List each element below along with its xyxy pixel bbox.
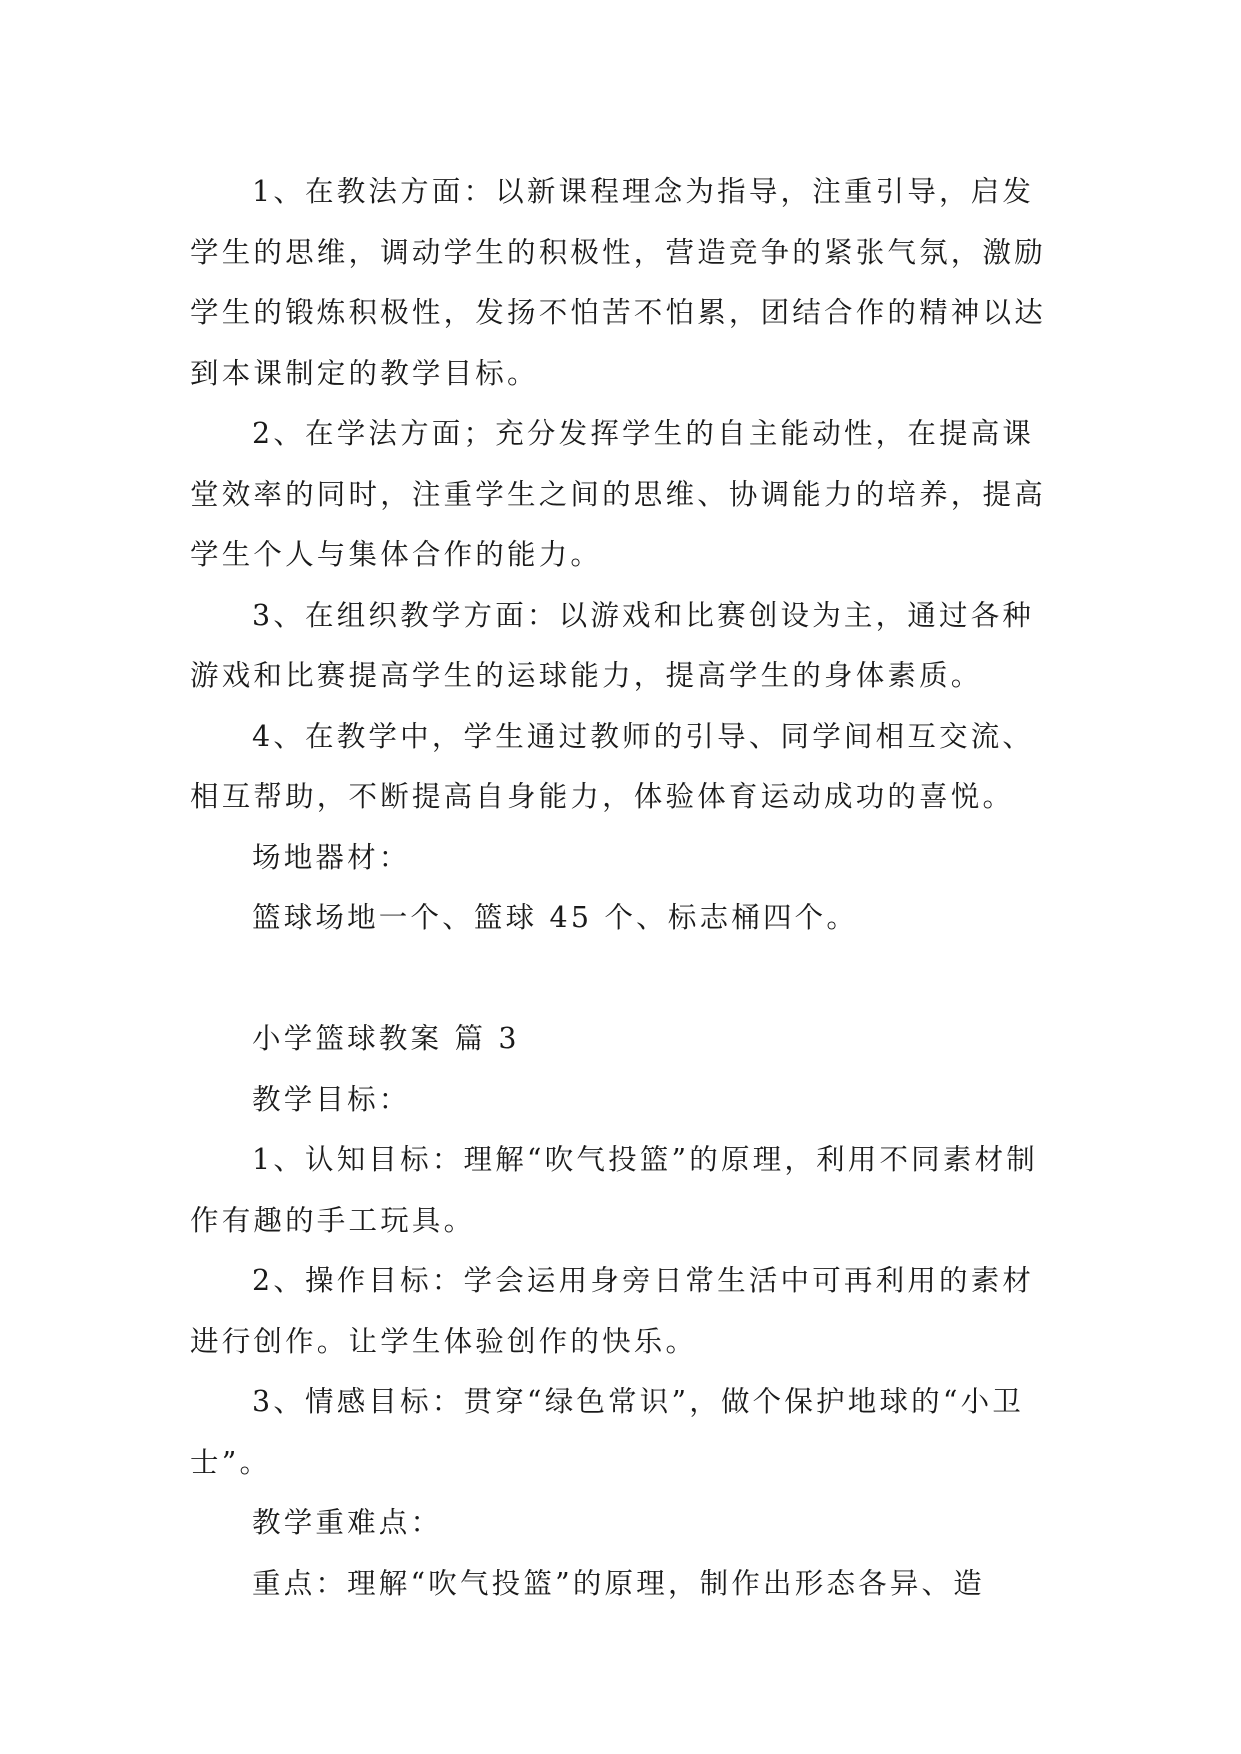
paragraph-in-teaching: 4、在教学中，学生通过教师的引导、同学间相互交流、相互帮助，不断提高自身能力，体验体育运动成功的喜悦。: [190, 719, 1035, 813]
paragraph-emotional-goal: 3、情感目标：贯穿“绿色常识”，做个保护地球的“小卫士”。: [190, 1385, 1025, 1479]
paragraph-teaching-method: 1、在教法方面：以新课程理念为指导，注重引导，启发学生的思维，调动学生的积极性，营造竞争的紧张气氛，激励学生的锻炼积极性，发扬不怕苦不怕累，团结合作的精神以达到本课制定的教学目标。: [190, 175, 1046, 390]
paragraph-goals-heading: 教学目标：: [252, 1082, 411, 1116]
paragraph-organization: 3、在组织教学方面：以游戏和比赛创设为主，通过各种游戏和比赛提高学生的运球能力，提高学生的身体素质。: [190, 598, 1035, 692]
paragraph-cognitive-goal: 1、认知目标：理解“吹气投篮”的原理，利用不同素材制作有趣的手工玩具。: [190, 1143, 1038, 1237]
paragraph-key-difficulties-heading: 教学重难点：: [252, 1506, 443, 1539]
paragraph-equipment-heading: 场地器材：: [252, 840, 411, 874]
section-title: 小学篮球教案 篇 3: [252, 1022, 520, 1055]
paragraph-learning-method: 2、在学法方面；充分发挥学生的自主能动性，在提高课堂效率的同时，注重学生之间的思维、协调能力的培养，提高学生个人与集体合作的能力。: [190, 417, 1046, 571]
blank-line: [190, 949, 1060, 1010]
document-body: [190, 162, 1060, 1614]
paragraph-operation-goal: 2、操作目标：学会运用身旁日常生活中可再利用的素材进行创作。让学生体验创作的快乐。: [190, 1264, 1035, 1358]
paragraph-key-point: 重点：理解“吹气投篮”的原理，制作出形态各异、造: [252, 1566, 985, 1600]
paragraph-equipment-list: 篮球场地一个、篮球 45 个、标志桶四个。: [252, 901, 859, 934]
